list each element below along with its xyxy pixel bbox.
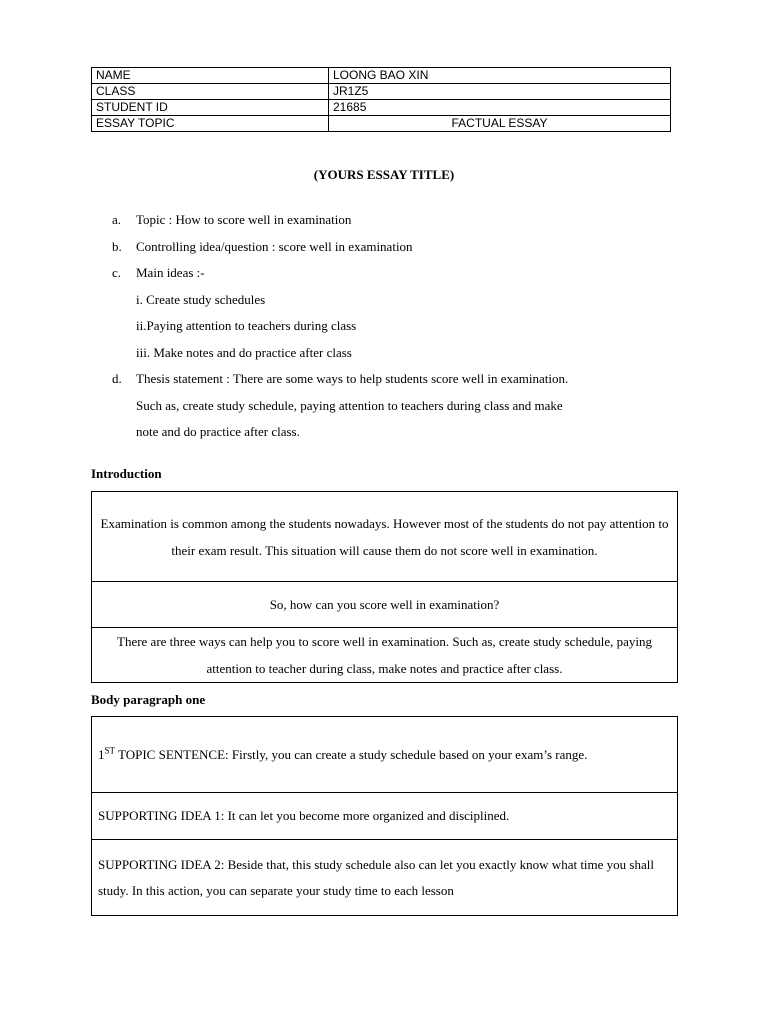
info-value: JR1Z5 [329,84,671,100]
topic-sentence-superscript: ST [104,745,116,756]
info-row-student-id [92,100,671,116]
outline-item-controlling-idea [112,234,672,261]
thesis-line: Such as, create study schedule, paying attention to teachers during class and make [136,397,563,413]
essay-title: (YOURS ESSAY TITLE) [313,167,455,182]
outline-item-topic [112,207,672,234]
topic-sentence [92,717,678,793]
introduction-question: So, how can you score well in examination? [92,582,678,628]
main-idea-item: i. Create study schedules [136,291,266,307]
thesis-line: note and do practice after class. [136,424,300,439]
introduction-thesis: There are three ways can help you to score well in examination. Such as, create study schedule, paying attention to teacher during class, make notes and practice after class. [92,628,678,683]
info-value: 21685 [329,100,671,116]
list-marker: d. [112,371,122,386]
outline-text: Main ideas :- [136,265,205,280]
outline-item-main-ideas [112,260,672,287]
student-info-table [91,67,671,132]
body-paragraph-one-table [91,716,678,916]
outline-text: Topic : How to score well in examination [136,212,352,227]
introduction-hook: Examination is common among the students nowadays. However most of the students do not pay attention to their exam result. This situation will cause them do not score well in examination. [92,492,678,582]
outline-text: Thesis statement : There are some ways to help students score well in examination. [136,371,569,386]
list-marker: b. [112,238,122,254]
list-marker: a. [112,212,122,227]
info-label: ESSAY TOPIC [92,116,329,132]
info-value: FACTUAL ESSAY [329,116,671,132]
topic-sentence-text: TOPIC SENTENCE: Firstly, you can create a study schedule based on your exam’s range. [115,746,588,762]
introduction-heading: Introduction [91,466,162,481]
list-marker: c. [112,265,122,280]
info-label: CLASS [92,84,329,100]
outline-item-thesis [112,366,672,393]
main-idea-item: iii. Make notes and do practice after class [136,344,352,360]
info-label: NAME [92,68,329,84]
info-value: LOONG BAO XIN [329,68,671,84]
body-paragraph-one-heading: Body paragraph one [91,692,206,707]
info-row-name [92,68,671,84]
introduction-table [91,491,678,683]
main-idea-item: ii.Paying attention to teachers during class [136,318,357,333]
info-row-class [92,84,671,100]
info-label: STUDENT ID [92,100,329,116]
supporting-idea-one: SUPPORTING IDEA 1: It can let you become more organized and disciplined. [92,793,678,840]
topic-sentence-ordinal: 1 [98,746,105,762]
info-row-essay-topic [92,116,671,132]
outline-text: Controlling idea/question : score well in examination [136,238,413,254]
supporting-idea-two: SUPPORTING IDEA 2: Beside that, this study schedule also can let you exactly know what time you shall study. In this action, you can separate your study time to each lesson [92,840,678,916]
essay-outline [112,207,672,446]
